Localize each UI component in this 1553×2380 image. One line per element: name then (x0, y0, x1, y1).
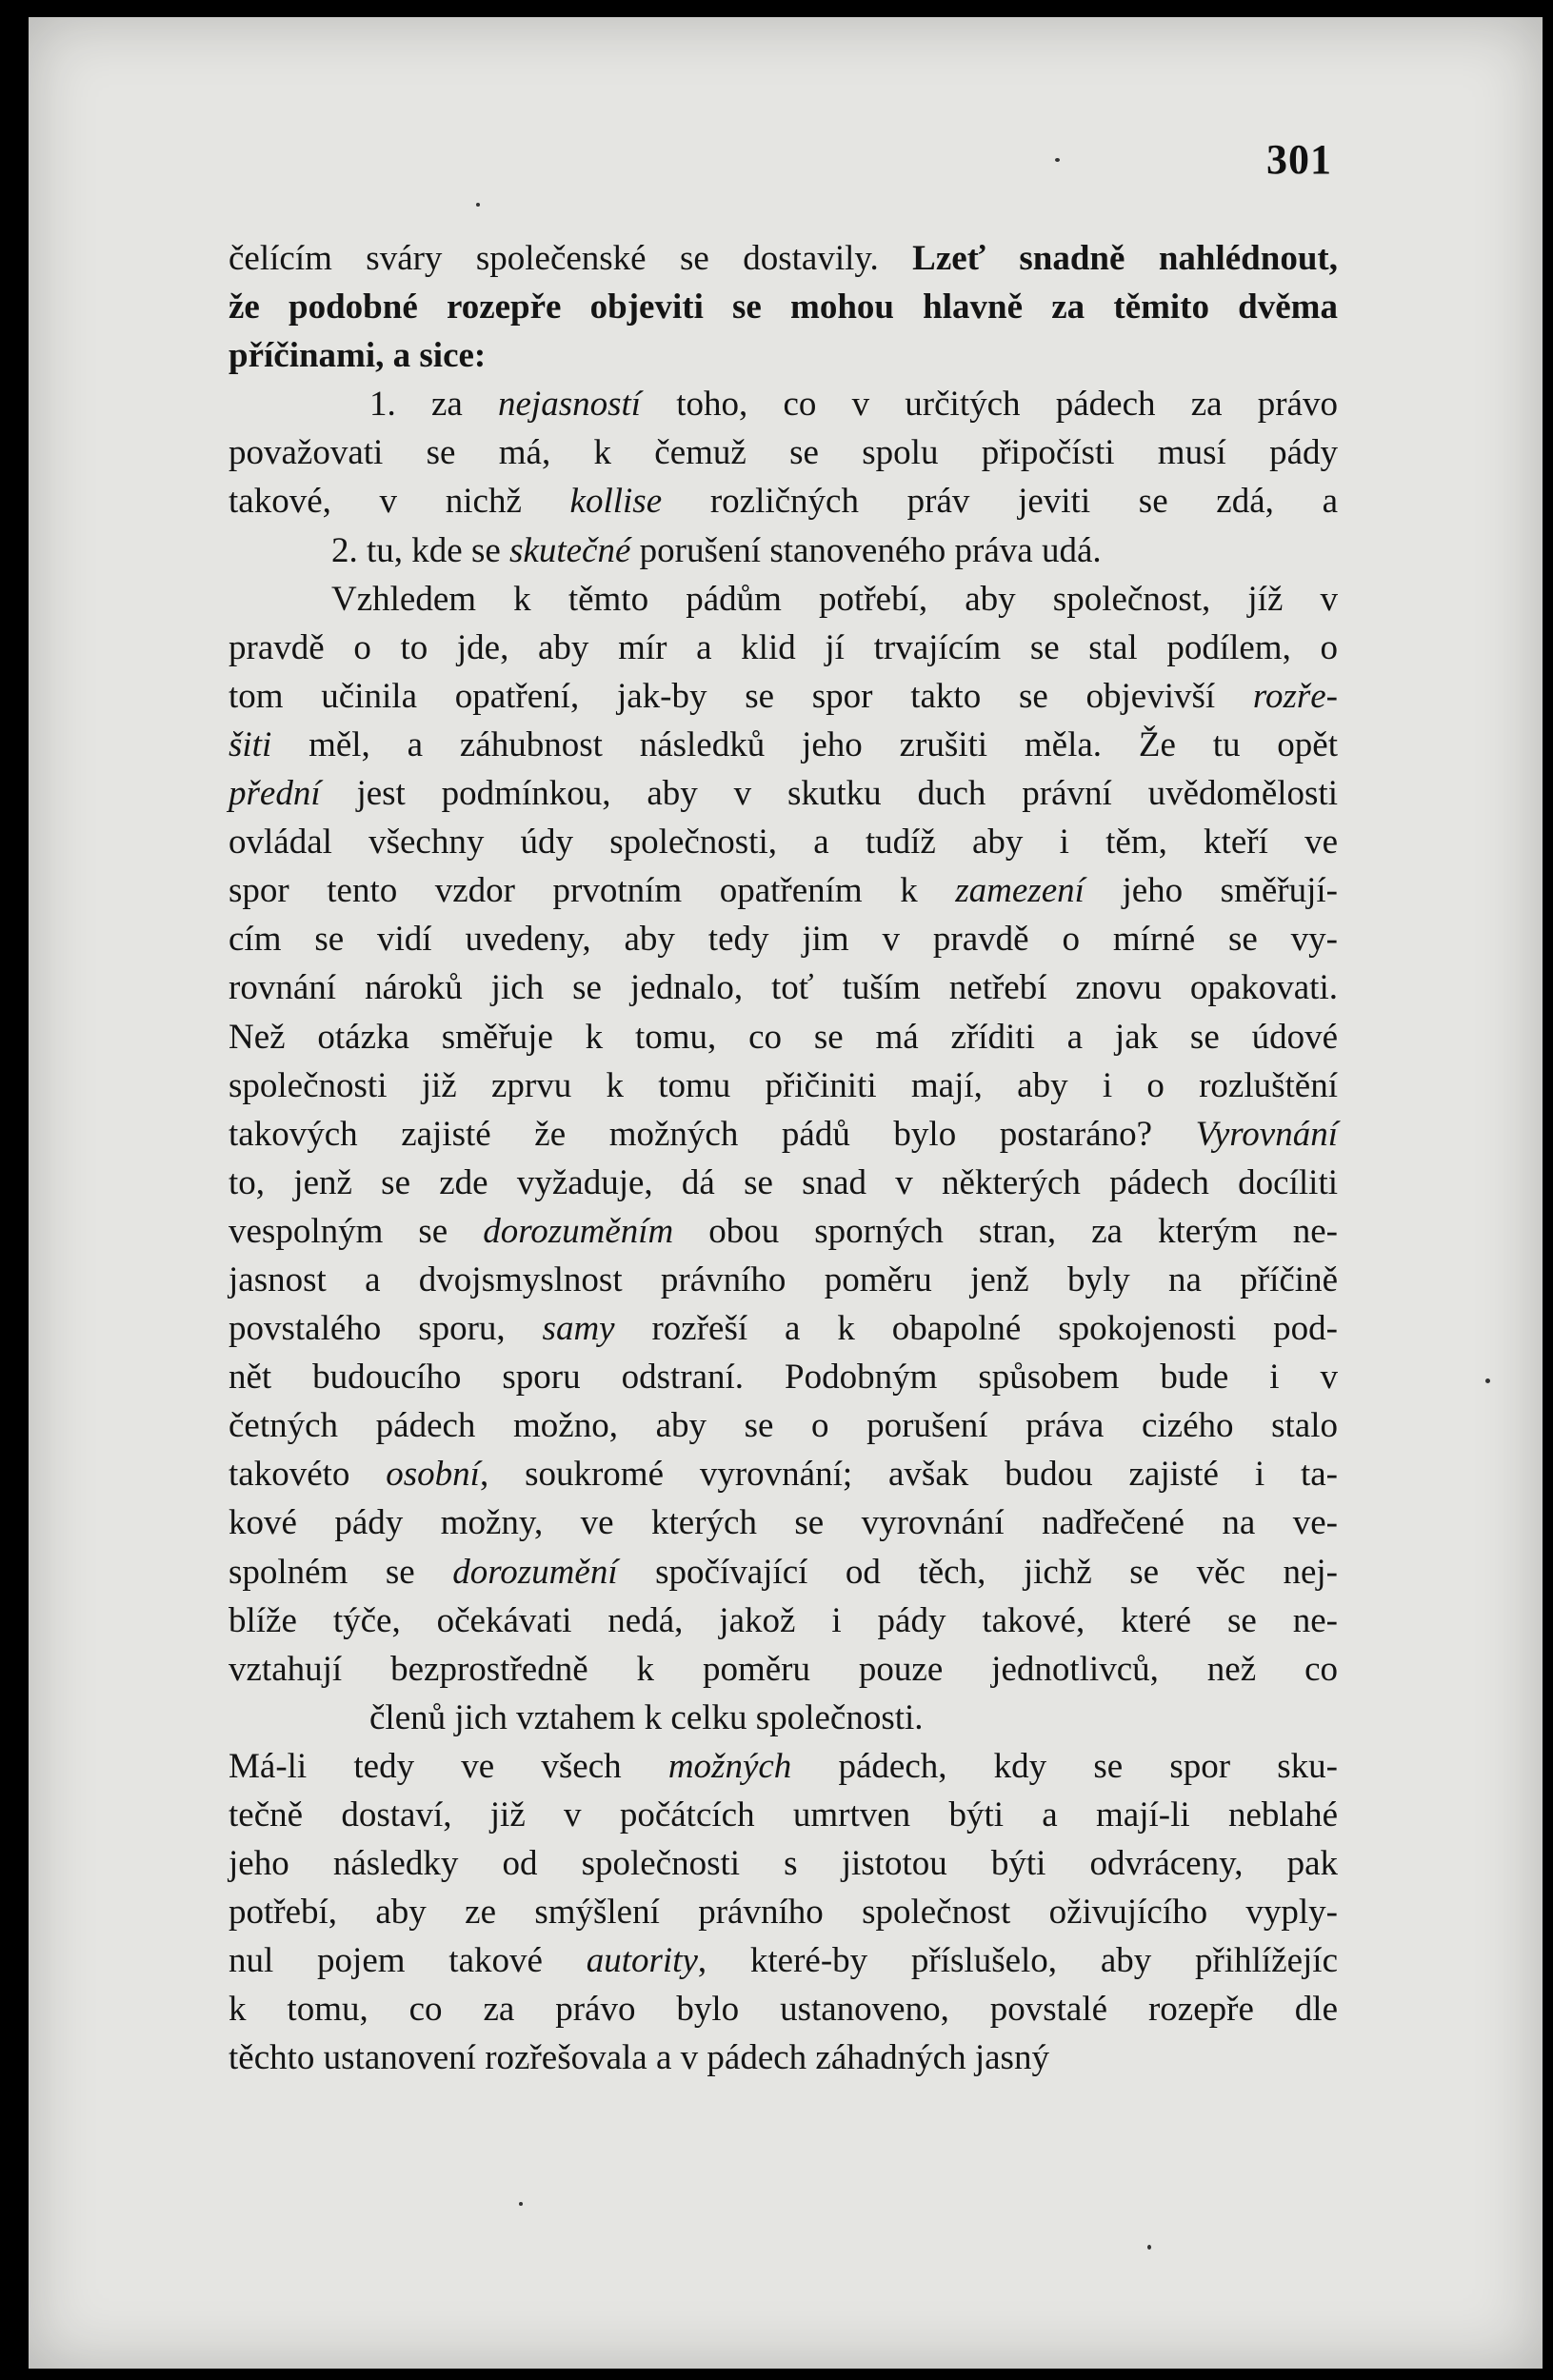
text-run: takových zajisté že možných pádů bylo postaráno? (229, 1114, 1196, 1154)
page-number: 301 (1266, 136, 1332, 183)
text-line (229, 1110, 1338, 1159)
text-run: spočívající od těch, jichž se věc nej- (617, 1552, 1338, 1592)
text-run: autority (586, 1941, 698, 1981)
text-line (229, 1985, 1338, 2033)
text-line (229, 1450, 1338, 1498)
text-run: rozličných práv jeviti se zdá, a (662, 482, 1338, 522)
text-line (229, 1597, 1338, 1645)
body-text (229, 234, 1338, 2083)
text-run: přední (229, 774, 321, 814)
text-run: toho, co v určitých pádech za právo (641, 385, 1338, 425)
text-run: takovéto (229, 1455, 387, 1495)
text-run: členů jich vztahem k celku společnosti. (369, 1697, 924, 1737)
text-run: ovládal všechny údy společnosti, a tudíž aby i těm, kteří ve (229, 823, 1338, 863)
text-line (229, 1207, 1338, 1256)
text-line (229, 1304, 1338, 1353)
text-run: 1. za (369, 385, 498, 425)
text-run: vespolným se (229, 1211, 484, 1251)
text-line (229, 963, 1338, 1012)
text-run: dorozumění (452, 1552, 618, 1592)
text-run: pádech, kdy se spor sku- (791, 1746, 1339, 1786)
text-run: cím se vidí uvedeny, aby tedy jim v pravdě o mírné se vy- (229, 920, 1338, 960)
text-line (229, 1888, 1338, 1936)
text-run: Má-li tedy ve všech (229, 1746, 668, 1786)
print-speck (1055, 158, 1060, 162)
text-line (229, 477, 1338, 526)
text-run: spor tento vzdor prvotním opatřením k (229, 871, 956, 911)
book-page (29, 17, 1543, 2369)
text-line (229, 1694, 1338, 1742)
text-run: šiti (229, 724, 272, 764)
text-line (229, 1548, 1338, 1597)
text-run: nět budoucího sporu odstraní. Podobným spůsobem bude i v (229, 1358, 1338, 1398)
text-run: obou sporných stran, za kterým ne- (673, 1211, 1338, 1251)
text-line (229, 380, 1338, 428)
text-line (229, 1256, 1338, 1304)
text-run: porušení stanoveného práva udá. (630, 530, 1102, 570)
text-run: jasnost a dvojsmyslnost právního poměru jenž byly na příčině (229, 1259, 1338, 1299)
text-line (229, 428, 1338, 477)
text-line (229, 526, 1338, 575)
text-run: možných (667, 1746, 792, 1786)
text-run: zamezení (955, 871, 1085, 911)
text-line (229, 818, 1338, 866)
text-run: kollise (569, 482, 663, 522)
print-speck (1485, 1378, 1490, 1383)
text-run: blíže týče, očekávati nedá, jakož i pády takové, které se ne- (229, 1600, 1338, 1640)
text-run: příčinami, a sice: (229, 336, 487, 376)
text-run: že podobné rozepře objeviti se mohou hlavně za těmito dvěma (229, 288, 1338, 327)
text-line (229, 1791, 1338, 1839)
text-line (229, 575, 1338, 624)
text-line (229, 1839, 1338, 1888)
text-run: Vzhledem k těmto pádům potřebí, aby společnost, jíž v (331, 579, 1338, 619)
print-speck (1147, 2245, 1151, 2250)
text-run: jeho směřují- (1084, 871, 1338, 911)
text-run: jest podmínkou, aby v skutku duch právní uvědomělosti (320, 774, 1338, 814)
text-run: pravdě o to jde, aby mír a klid jí trvajícím se stal podílem, o (229, 627, 1338, 667)
text-run: potřebí, aby ze smýšlení právního společnost oživujícího vyply- (229, 1893, 1338, 1933)
text-line (229, 2033, 1338, 2082)
text-line (229, 624, 1338, 672)
print-speck (519, 2202, 523, 2206)
text-line (229, 1013, 1338, 1061)
text-run: rozře- (1252, 676, 1338, 716)
text-line (229, 1498, 1338, 1547)
text-line (229, 234, 1338, 283)
text-run: to, jenž se zde vyžaduje, dá se snad v některých pádech docíliti (229, 1162, 1338, 1202)
text-run: nejasností (498, 385, 642, 425)
text-line (229, 1742, 1338, 1791)
text-run: , soukromé vyrovnání; avšak budou zajisté i ta- (479, 1455, 1338, 1495)
text-run: samy (542, 1309, 615, 1349)
text-run: jeho následky od společnosti s jistotou býti odvráceny, pak (229, 1844, 1338, 1884)
text-run: četných pádech možno, aby se o porušení práva cizého stalo (229, 1406, 1338, 1446)
text-run: povstalého sporu, (229, 1309, 543, 1349)
text-run: spolném se (229, 1552, 453, 1592)
text-line (229, 1401, 1338, 1450)
text-run: těchto ustanovení rozřešovala a v pádech záhadných jasný (229, 2038, 1049, 2078)
text-run: , které-by příslušelo, aby přihlížejíc (697, 1941, 1339, 1981)
text-line (229, 915, 1338, 963)
text-run: skutečné (509, 530, 631, 570)
text-run: k tomu, co za právo bylo ustanoveno, povstalé rozepře dle (229, 1990, 1338, 2030)
text-run: považovati se má, k čemuž se spolu připočísti musí pády (229, 433, 1338, 473)
text-line (229, 1645, 1338, 1694)
text-run: tečně dostaví, již v počátcích umrtven býti a mají-li neblahé (229, 1795, 1338, 1835)
text-line (229, 721, 1338, 769)
text-run: čelícím sváry společenské se dostavily. (229, 239, 913, 278)
text-run: nul pojem takové (229, 1941, 587, 1981)
text-run: kové pády možny, ve kterých se vyrovnání nadřečené na ve- (229, 1503, 1338, 1543)
text-run: 2. tu, kde se (331, 530, 510, 570)
text-run: rovnání nároků jich se jednalo, toť tuším netřebí znovu opakovati. (229, 968, 1338, 1008)
text-line (229, 769, 1338, 818)
text-run: vztahují bezprostředně k poměru pouze jednotlivců, než co (229, 1649, 1338, 1689)
text-line (229, 866, 1338, 915)
text-run: Lzeť snadně nahlédnout, (912, 239, 1338, 278)
text-run: dorozuměním (483, 1211, 674, 1251)
text-line (229, 283, 1338, 331)
text-run: osobní (386, 1455, 480, 1495)
text-run: měl, a záhubnost následků jeho zrušiti měla. Že tu opět (271, 724, 1338, 764)
text-run: takové, v nichž (229, 482, 570, 522)
text-run: rozřeší a k obapolné spokojenosti pod- (614, 1309, 1338, 1349)
text-run: Než otázka směřuje k tomu, co se má zříditi a jak se údové (229, 1017, 1338, 1057)
print-speck (476, 203, 480, 207)
text-line (229, 1159, 1338, 1207)
text-run: společnosti již zprvu k tomu přičiniti mají, aby i o rozluštění (229, 1065, 1338, 1105)
text-run: Vyrovnání (1195, 1114, 1338, 1154)
text-line (229, 672, 1338, 721)
text-line (229, 331, 1338, 380)
text-run: tom učinila opatření, jak-by se spor takto se objevivší (229, 676, 1253, 716)
text-line (229, 1353, 1338, 1401)
text-line (229, 1061, 1338, 1110)
text-line (229, 1936, 1338, 1985)
